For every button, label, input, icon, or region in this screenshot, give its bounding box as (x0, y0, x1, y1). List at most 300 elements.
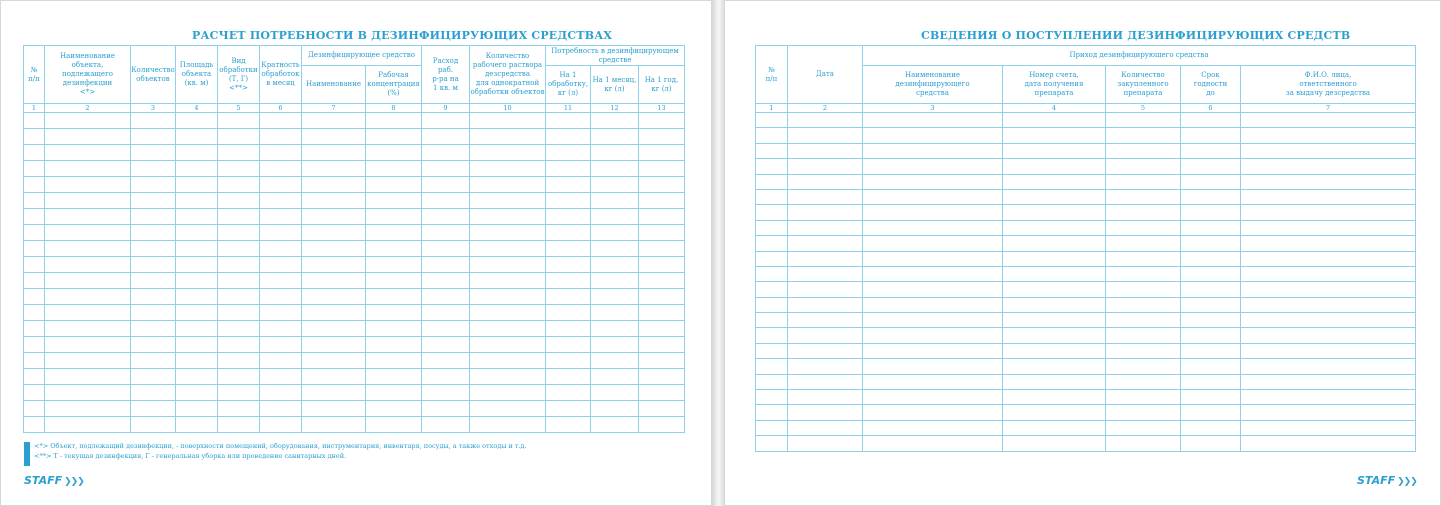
table-cell[interactable] (176, 369, 218, 385)
table-cell[interactable] (756, 113, 788, 128)
table-cell[interactable] (639, 273, 685, 289)
table-cell[interactable] (131, 273, 176, 289)
table-cell[interactable] (131, 129, 176, 145)
table-cell[interactable] (863, 374, 1003, 389)
table-cell[interactable] (24, 177, 45, 193)
table-cell[interactable] (24, 353, 45, 369)
table-cell[interactable] (1181, 282, 1241, 297)
table-cell[interactable] (1003, 189, 1106, 204)
table-cell[interactable] (591, 401, 639, 417)
table-cell[interactable] (639, 337, 685, 353)
table-cell[interactable] (591, 225, 639, 241)
table-cell[interactable] (1106, 174, 1181, 189)
table-cell[interactable] (218, 337, 260, 353)
table-cell[interactable] (45, 161, 131, 177)
table-cell[interactable] (1106, 266, 1181, 281)
table-cell[interactable] (302, 209, 366, 225)
table-cell[interactable] (302, 353, 366, 369)
table-cell[interactable] (639, 321, 685, 337)
table-cell[interactable] (470, 161, 546, 177)
table-cell[interactable] (788, 313, 863, 328)
table-cell[interactable] (260, 417, 302, 433)
table-cell[interactable] (546, 145, 591, 161)
table-cell[interactable] (1003, 328, 1106, 343)
table-cell[interactable] (45, 145, 131, 161)
table-cell[interactable] (131, 257, 176, 273)
table-cell[interactable] (1181, 220, 1241, 235)
table-cell[interactable] (546, 257, 591, 273)
table-cell[interactable] (756, 220, 788, 235)
table-cell[interactable] (366, 353, 422, 369)
table-cell[interactable] (24, 209, 45, 225)
table-cell[interactable] (546, 385, 591, 401)
table-cell[interactable] (176, 273, 218, 289)
table-cell[interactable] (639, 225, 685, 241)
table-cell[interactable] (176, 193, 218, 209)
table-cell[interactable] (260, 177, 302, 193)
table-cell[interactable] (863, 297, 1003, 312)
table-cell[interactable] (1106, 220, 1181, 235)
table-cell[interactable] (470, 321, 546, 337)
table-cell[interactable] (1241, 266, 1416, 281)
table-cell[interactable] (176, 177, 218, 193)
table-cell[interactable] (1003, 220, 1106, 235)
table-cell[interactable] (131, 177, 176, 193)
table-cell[interactable] (302, 241, 366, 257)
table-cell[interactable] (756, 189, 788, 204)
table-cell[interactable] (1106, 236, 1181, 251)
table-cell[interactable] (302, 305, 366, 321)
table-cell[interactable] (176, 241, 218, 257)
table-cell[interactable] (422, 321, 470, 337)
table-cell[interactable] (470, 337, 546, 353)
table-cell[interactable] (366, 305, 422, 321)
table-cell[interactable] (45, 225, 131, 241)
table-cell[interactable] (260, 257, 302, 273)
table-cell[interactable] (788, 390, 863, 405)
table-cell[interactable] (639, 177, 685, 193)
table-cell[interactable] (1181, 174, 1241, 189)
table-cell[interactable] (1181, 328, 1241, 343)
table-cell[interactable] (1003, 374, 1106, 389)
table-cell[interactable] (260, 321, 302, 337)
table-cell[interactable] (45, 369, 131, 385)
table-cell[interactable] (260, 113, 302, 129)
table-cell[interactable] (1241, 297, 1416, 312)
table-cell[interactable] (1106, 128, 1181, 143)
table-cell[interactable] (591, 321, 639, 337)
table-cell[interactable] (639, 401, 685, 417)
table-cell[interactable] (788, 220, 863, 235)
table-cell[interactable] (1003, 313, 1106, 328)
table-cell[interactable] (422, 369, 470, 385)
table-cell[interactable] (260, 401, 302, 417)
table-cell[interactable] (470, 129, 546, 145)
table-cell[interactable] (1003, 282, 1106, 297)
table-cell[interactable] (863, 328, 1003, 343)
table-cell[interactable] (756, 282, 788, 297)
table-cell[interactable] (302, 401, 366, 417)
table-cell[interactable] (788, 297, 863, 312)
table-cell[interactable] (260, 289, 302, 305)
table-cell[interactable] (639, 129, 685, 145)
table-cell[interactable] (1003, 205, 1106, 220)
table-cell[interactable] (788, 420, 863, 435)
table-cell[interactable] (756, 174, 788, 189)
table-cell[interactable] (863, 174, 1003, 189)
table-cell[interactable] (131, 193, 176, 209)
table-cell[interactable] (1241, 343, 1416, 358)
table-cell[interactable] (45, 241, 131, 257)
table-cell[interactable] (131, 161, 176, 177)
table-cell[interactable] (218, 273, 260, 289)
table-cell[interactable] (470, 369, 546, 385)
table-cell[interactable] (24, 241, 45, 257)
table-cell[interactable] (591, 369, 639, 385)
table-cell[interactable] (788, 359, 863, 374)
table-cell[interactable] (302, 337, 366, 353)
table-cell[interactable] (302, 129, 366, 145)
table-cell[interactable] (546, 177, 591, 193)
table-cell[interactable] (1241, 405, 1416, 420)
table-cell[interactable] (756, 328, 788, 343)
table-cell[interactable] (176, 257, 218, 273)
table-cell[interactable] (756, 266, 788, 281)
table-cell[interactable] (591, 145, 639, 161)
table-cell[interactable] (176, 225, 218, 241)
table-cell[interactable] (45, 273, 131, 289)
table-cell[interactable] (1241, 236, 1416, 251)
table-cell[interactable] (1106, 297, 1181, 312)
table-cell[interactable] (863, 420, 1003, 435)
table-cell[interactable] (218, 289, 260, 305)
table-cell[interactable] (218, 257, 260, 273)
table-cell[interactable] (863, 359, 1003, 374)
table-cell[interactable] (756, 343, 788, 358)
table-cell[interactable] (1241, 436, 1416, 451)
table-cell[interactable] (131, 353, 176, 369)
table-cell[interactable] (546, 289, 591, 305)
table-cell[interactable] (366, 193, 422, 209)
table-cell[interactable] (302, 161, 366, 177)
table-cell[interactable] (1241, 113, 1416, 128)
table-cell[interactable] (470, 257, 546, 273)
table-cell[interactable] (1181, 143, 1241, 158)
table-cell[interactable] (1106, 343, 1181, 358)
table-cell[interactable] (591, 177, 639, 193)
table-cell[interactable] (422, 417, 470, 433)
table-cell[interactable] (1106, 282, 1181, 297)
table-cell[interactable] (788, 143, 863, 158)
table-cell[interactable] (218, 129, 260, 145)
table-cell[interactable] (1106, 159, 1181, 174)
table-cell[interactable] (131, 385, 176, 401)
table-cell[interactable] (546, 113, 591, 129)
table-cell[interactable] (45, 337, 131, 353)
table-cell[interactable] (1106, 313, 1181, 328)
table-cell[interactable] (260, 385, 302, 401)
table-cell[interactable] (366, 273, 422, 289)
table-cell[interactable] (863, 405, 1003, 420)
table-cell[interactable] (302, 177, 366, 193)
table-cell[interactable] (302, 145, 366, 161)
table-cell[interactable] (863, 143, 1003, 158)
table-cell[interactable] (756, 359, 788, 374)
table-cell[interactable] (24, 225, 45, 241)
table-cell[interactable] (470, 273, 546, 289)
table-cell[interactable] (546, 401, 591, 417)
table-cell[interactable] (45, 385, 131, 401)
table-cell[interactable] (1003, 359, 1106, 374)
table-cell[interactable] (546, 417, 591, 433)
table-cell[interactable] (1003, 420, 1106, 435)
table-cell[interactable] (218, 401, 260, 417)
table-cell[interactable] (639, 289, 685, 305)
table-cell[interactable] (422, 129, 470, 145)
table-cell[interactable] (1241, 205, 1416, 220)
table-cell[interactable] (470, 305, 546, 321)
table-cell[interactable] (788, 405, 863, 420)
table-cell[interactable] (45, 321, 131, 337)
table-cell[interactable] (1003, 143, 1106, 158)
table-cell[interactable] (863, 205, 1003, 220)
table-cell[interactable] (639, 209, 685, 225)
table-cell[interactable] (131, 401, 176, 417)
table-cell[interactable] (756, 251, 788, 266)
table-cell[interactable] (1181, 420, 1241, 435)
table-cell[interactable] (422, 401, 470, 417)
table-cell[interactable] (218, 369, 260, 385)
table-cell[interactable] (176, 337, 218, 353)
table-cell[interactable] (591, 193, 639, 209)
table-cell[interactable] (546, 225, 591, 241)
table-cell[interactable] (1241, 251, 1416, 266)
table-cell[interactable] (302, 257, 366, 273)
table-cell[interactable] (218, 193, 260, 209)
table-cell[interactable] (1106, 405, 1181, 420)
table-cell[interactable] (131, 241, 176, 257)
table-cell[interactable] (1241, 282, 1416, 297)
table-cell[interactable] (788, 205, 863, 220)
table-cell[interactable] (1181, 189, 1241, 204)
table-cell[interactable] (546, 209, 591, 225)
table-cell[interactable] (1241, 220, 1416, 235)
table-cell[interactable] (45, 305, 131, 321)
table-cell[interactable] (1181, 251, 1241, 266)
table-cell[interactable] (24, 289, 45, 305)
table-cell[interactable] (176, 289, 218, 305)
table-cell[interactable] (639, 241, 685, 257)
table-cell[interactable] (1241, 174, 1416, 189)
table-cell[interactable] (639, 369, 685, 385)
table-cell[interactable] (24, 401, 45, 417)
table-cell[interactable] (366, 401, 422, 417)
table-cell[interactable] (366, 113, 422, 129)
table-cell[interactable] (863, 236, 1003, 251)
table-cell[interactable] (470, 401, 546, 417)
table-cell[interactable] (1106, 113, 1181, 128)
table-cell[interactable] (1181, 266, 1241, 281)
table-cell[interactable] (422, 385, 470, 401)
table-cell[interactable] (639, 257, 685, 273)
table-cell[interactable] (131, 145, 176, 161)
table-cell[interactable] (260, 305, 302, 321)
table-cell[interactable] (176, 353, 218, 369)
table-cell[interactable] (546, 161, 591, 177)
table-cell[interactable] (131, 321, 176, 337)
table-cell[interactable] (176, 161, 218, 177)
table-cell[interactable] (591, 353, 639, 369)
table-cell[interactable] (591, 241, 639, 257)
table-cell[interactable] (1241, 159, 1416, 174)
table-cell[interactable] (863, 343, 1003, 358)
table-cell[interactable] (1003, 343, 1106, 358)
table-cell[interactable] (470, 417, 546, 433)
table-cell[interactable] (470, 353, 546, 369)
table-cell[interactable] (1181, 405, 1241, 420)
table-cell[interactable] (302, 385, 366, 401)
table-cell[interactable] (1181, 159, 1241, 174)
table-cell[interactable] (1106, 189, 1181, 204)
table-cell[interactable] (45, 417, 131, 433)
table-cell[interactable] (639, 305, 685, 321)
table-cell[interactable] (24, 337, 45, 353)
table-cell[interactable] (863, 189, 1003, 204)
table-cell[interactable] (1181, 436, 1241, 451)
table-cell[interactable] (591, 305, 639, 321)
table-cell[interactable] (45, 289, 131, 305)
table-cell[interactable] (45, 209, 131, 225)
table-cell[interactable] (470, 385, 546, 401)
table-cell[interactable] (1241, 143, 1416, 158)
table-cell[interactable] (366, 289, 422, 305)
table-cell[interactable] (302, 417, 366, 433)
table-cell[interactable] (863, 220, 1003, 235)
table-cell[interactable] (176, 385, 218, 401)
table-cell[interactable] (45, 353, 131, 369)
table-cell[interactable] (756, 205, 788, 220)
table-cell[interactable] (788, 159, 863, 174)
table-cell[interactable] (591, 273, 639, 289)
table-cell[interactable] (131, 417, 176, 433)
table-cell[interactable] (260, 129, 302, 145)
table-cell[interactable] (45, 113, 131, 129)
table-cell[interactable] (218, 305, 260, 321)
table-cell[interactable] (260, 193, 302, 209)
table-cell[interactable] (470, 177, 546, 193)
table-cell[interactable] (176, 321, 218, 337)
table-cell[interactable] (756, 143, 788, 158)
table-cell[interactable] (422, 193, 470, 209)
table-cell[interactable] (756, 405, 788, 420)
table-cell[interactable] (302, 321, 366, 337)
table-cell[interactable] (366, 257, 422, 273)
table-cell[interactable] (260, 145, 302, 161)
table-cell[interactable] (366, 225, 422, 241)
table-cell[interactable] (366, 321, 422, 337)
table-cell[interactable] (1106, 205, 1181, 220)
table-cell[interactable] (302, 273, 366, 289)
table-cell[interactable] (176, 417, 218, 433)
table-cell[interactable] (1003, 174, 1106, 189)
table-cell[interactable] (1106, 328, 1181, 343)
table-cell[interactable] (24, 369, 45, 385)
table-cell[interactable] (366, 369, 422, 385)
table-cell[interactable] (1106, 390, 1181, 405)
table-cell[interactable] (546, 241, 591, 257)
table-cell[interactable] (366, 161, 422, 177)
table-cell[interactable] (218, 417, 260, 433)
table-cell[interactable] (302, 289, 366, 305)
table-cell[interactable] (546, 321, 591, 337)
table-cell[interactable] (788, 343, 863, 358)
table-cell[interactable] (131, 225, 176, 241)
table-cell[interactable] (470, 289, 546, 305)
table-cell[interactable] (591, 257, 639, 273)
table-cell[interactable] (260, 241, 302, 257)
table-cell[interactable] (176, 209, 218, 225)
table-cell[interactable] (470, 241, 546, 257)
table-cell[interactable] (24, 113, 45, 129)
table-cell[interactable] (366, 209, 422, 225)
table-cell[interactable] (302, 193, 366, 209)
table-cell[interactable] (45, 129, 131, 145)
table-cell[interactable] (1241, 359, 1416, 374)
table-cell[interactable] (1181, 297, 1241, 312)
table-cell[interactable] (260, 353, 302, 369)
table-cell[interactable] (1181, 205, 1241, 220)
table-cell[interactable] (591, 385, 639, 401)
table-cell[interactable] (218, 209, 260, 225)
table-cell[interactable] (45, 193, 131, 209)
table-cell[interactable] (863, 266, 1003, 281)
table-cell[interactable] (591, 417, 639, 433)
table-cell[interactable] (591, 113, 639, 129)
table-cell[interactable] (788, 128, 863, 143)
table-cell[interactable] (1106, 374, 1181, 389)
table-cell[interactable] (591, 337, 639, 353)
table-cell[interactable] (756, 236, 788, 251)
table-cell[interactable] (863, 436, 1003, 451)
table-cell[interactable] (24, 161, 45, 177)
table-cell[interactable] (1003, 390, 1106, 405)
table-cell[interactable] (470, 225, 546, 241)
table-cell[interactable] (422, 305, 470, 321)
table-cell[interactable] (1241, 328, 1416, 343)
table-cell[interactable] (591, 129, 639, 145)
table-cell[interactable] (1106, 251, 1181, 266)
table-cell[interactable] (24, 417, 45, 433)
table-cell[interactable] (546, 273, 591, 289)
table-cell[interactable] (131, 337, 176, 353)
table-cell[interactable] (422, 257, 470, 273)
table-cell[interactable] (422, 289, 470, 305)
table-cell[interactable] (1241, 128, 1416, 143)
table-cell[interactable] (788, 266, 863, 281)
table-cell[interactable] (366, 129, 422, 145)
table-cell[interactable] (546, 369, 591, 385)
table-cell[interactable] (24, 385, 45, 401)
table-cell[interactable] (131, 305, 176, 321)
table-cell[interactable] (863, 128, 1003, 143)
table-cell[interactable] (863, 159, 1003, 174)
table-cell[interactable] (1181, 313, 1241, 328)
table-cell[interactable] (1106, 143, 1181, 158)
table-cell[interactable] (639, 113, 685, 129)
table-cell[interactable] (546, 305, 591, 321)
table-cell[interactable] (756, 374, 788, 389)
table-cell[interactable] (302, 113, 366, 129)
